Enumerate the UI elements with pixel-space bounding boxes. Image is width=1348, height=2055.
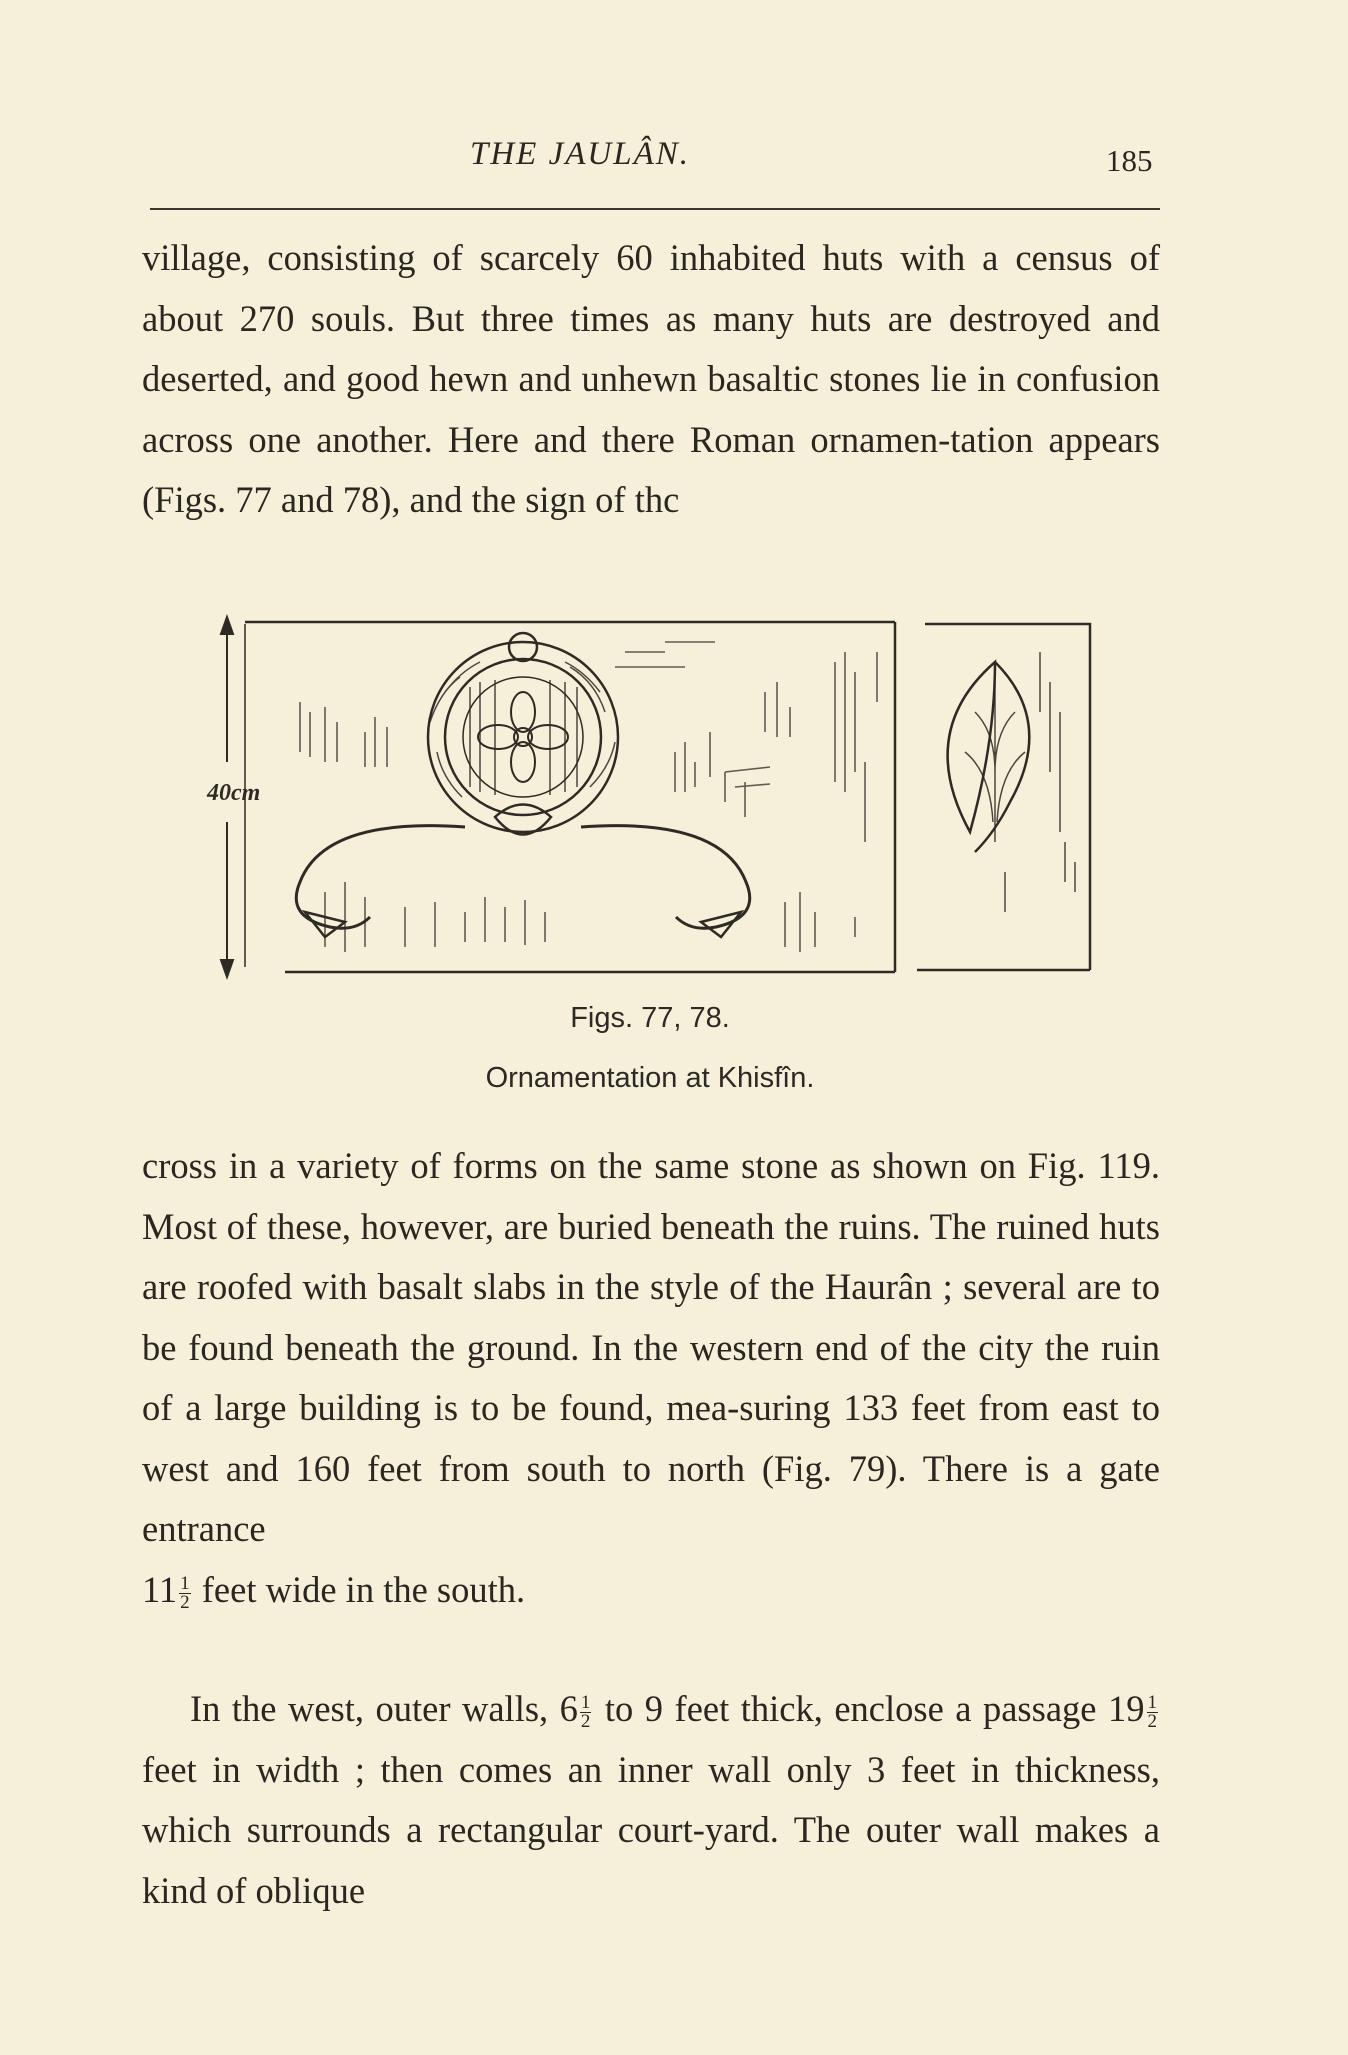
paragraph-3-seg-2: to 9 feet thick, enclose a passage 19 [593,1688,1145,1729]
paragraph-2-tail: feet wide in the south. [192,1568,526,1610]
paragraph-2 [142,1136,1160,1620]
page-number: 185 [1106,143,1153,178]
paragraph-3 [142,1679,1160,1921]
paragraph-2-whole-number: 11 [142,1568,178,1610]
fig-78-leaf-drawing [917,624,1090,970]
figure-ornamentation [205,612,1105,982]
fraction-half: $\frac{1}{2}$ [1147,1692,1157,1733]
fraction-half: $\frac{1}{2}$ [180,1572,190,1613]
running-header-title: THE JAULÂN. [470,136,690,172]
figure-caption-number: Figs. 77, 78. [570,1002,730,1034]
rosette [478,692,568,782]
scale-label: 40cm [207,780,261,806]
paragraph-3-seg-3: feet in width ; then comes an inner wall only 3 feet in thickness, which surrounds a rectangular court-yard. The outer wall makes a kind of oblique [142,1748,1160,1911]
paragraph-3-seg-1: In the west, outer walls, 6 [190,1688,578,1729]
wreath-medallion [296,633,750,937]
paragraph-2-main: cross in a variety of forms on the same stone as shown on Fig. 119. Most of these, however, are buried beneath the ruins. The ruined huts are roofed with basalt slabs in the style of the Haurân ; several are to be found beneath the ground. In the western end of the city the ruin of a large building is to be found, mea-suring 133 feet from east to west and 160 feet from south to north (Fig. 79). There is a gate entrance [142,1145,1160,1549]
paragraph-1: village, consisting of scarcely 60 inhabited huts with a census of about 270 souls. But three times as many huts are destroyed and deserted, and good hewn and unhewn basaltic stones lie in confusion across one another. Here and there Roman ornamen-tation appears (Figs. 77 and 78), and the sign of thc [142,237,1160,520]
figure-caption-text: Ornamentation at Khisfîn. [485,1062,815,1094]
header-rule [150,208,1160,210]
fig-77-stone-drawing [245,622,895,972]
fraction-half: $\frac{1}{2}$ [580,1692,591,1733]
